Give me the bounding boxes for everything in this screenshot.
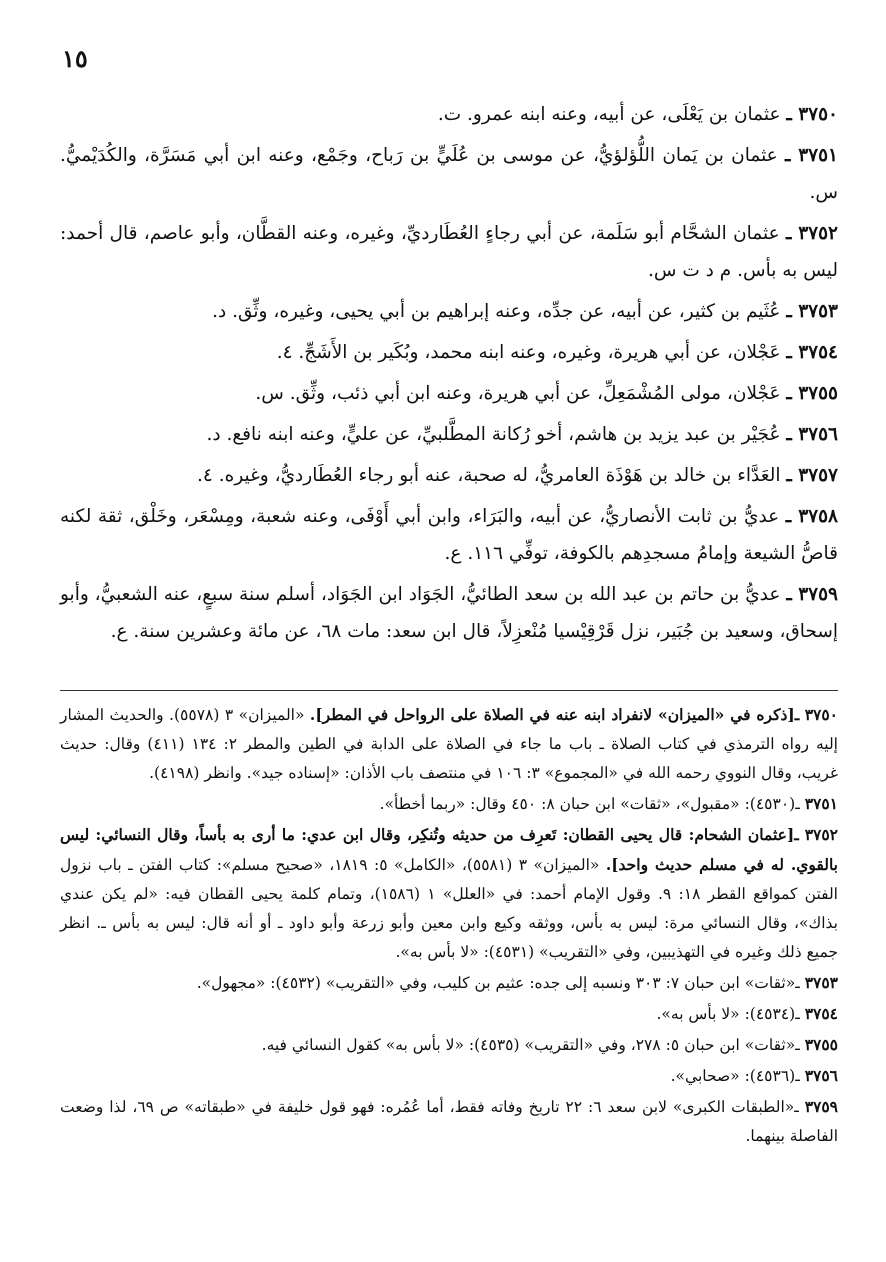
entry-text: عَجْلان، عن أبي هريرة، وغيره، وعنه ابنه محمد، وبُكَير بن الأَشَجِّ. ٤.: [276, 342, 781, 363]
note-number: ٣٧٥٠: [804, 705, 839, 724]
entry-number: ٣٧٥٤ ـ: [786, 342, 838, 363]
entry-text: عديُّ بن حاتم بن عبد الله بن سعد الطائيُّ، الجَوَاد ابن الجَوَاد، أسلم سنة سبعٍ، عنه الشعبيُّ، وأبو إسحاق، وسعيد بن جُبَير، نزل قَرْقِيْسيا مُنْعزِلاً، قال ابن سعد: مات ٦٨، عن مائة وعشرين سنة. ع.: [60, 584, 838, 642]
note-heading: ـ[ذكره في «الميزان» لانفراد ابنه عنه في الصلاة على الرواحل في المطر].: [309, 705, 800, 724]
entry-3754: [60, 334, 838, 371]
entry-text: عَجْلان، مولى المُشْمَعِلِّ، عن أبي هريرة، وعنه ابن أبي ذئب، وثِّق. س.: [255, 383, 781, 404]
note-number: ٣٧٥٦: [804, 1066, 838, 1085]
note-3759: [60, 1092, 838, 1151]
entry-text: عُجَيْر بن عبد يزيد بن هاشم، أخو رُكانة المطَّلبيِّ، عن عليٍّ، وعنه ابنه نافع. د.: [206, 424, 781, 445]
footnotes: [60, 700, 838, 1152]
entry-3753: [60, 293, 838, 330]
entry-3750: [60, 96, 838, 133]
entry-text: عديُّ بن ثابت الأنصاريُّ، عن أبيه، والبَرَاء، وابن أبي أَوْفَى، وعنه شعبة، ومِسْعَر، وخَلْق، ثقة لكنه قاصُّ الشيعة وإمامُ مسجدِهم بالكوفة، توفِّي ١١٦. ع.: [60, 506, 838, 564]
note-text: ـ«ثقات» ابن حبان ٥: ٢٧٨، وفي «التقريب» (٤٥٣٥): «لا بأس به» كقول النسائي فيه.: [261, 1036, 800, 1054]
note-text: ـ«الطبقات الكبرى» لابن سعد ٦: ٢٢ تاريخ وفاته فقط، أما عُمُره: فهو قول خليفة في «طبقاته» ص ٦٩، لذا وضعت الفاصلة بينهما.: [60, 1098, 838, 1145]
entry-3759: [60, 576, 838, 650]
note-number: ٣٧٥١: [804, 794, 838, 813]
footnote-divider: [60, 690, 838, 691]
note-text: ـ(٤٥٣٦): «صحابي».: [670, 1067, 800, 1085]
note-3752: [60, 820, 838, 967]
entry-3757: [60, 457, 838, 494]
note-3751: [60, 789, 838, 819]
note-3755: [60, 1030, 838, 1060]
entry-number: ٣٧٥٩ ـ: [786, 584, 838, 605]
entry-text: عثمان الشحَّام أبو سَلَمة، عن أبي رجاءٍ العُطَارديِّ، وغيره، وعنه القطَّان، وأبو عاصم، قال أحمد: ليس به بأس. م د ت س.: [60, 223, 838, 281]
page-number: ١٥: [62, 44, 88, 73]
note-number: ٣٧٥٩: [804, 1097, 839, 1116]
note-3750: [60, 700, 838, 788]
entry-text: عُثَيم بن كثير، عن أبيه، عن جدِّه، وعنه إبراهيم بن أبي يحيى، وغيره، وثِّق. د.: [212, 301, 781, 322]
note-text: ـ(٤٥٣٠): «مقبول»، «ثقات» ابن حبان ٨: ٤٥٠ وقال: «ربما أخطأ».: [379, 795, 800, 813]
note-number: ٣٧٥٣: [804, 973, 838, 992]
entry-number: ٣٧٥١ ـ: [784, 145, 838, 166]
note-text: ـ«ثقات» ابن حبان ٧: ٣٠٣ ونسبه إلى جده: عثيم بن كليب، وفي «التقريب» (٤٥٣٢): «مجهول».: [196, 974, 800, 992]
note-number: ٣٧٥٤: [804, 1004, 838, 1023]
entry-number: ٣٧٥٦ ـ: [786, 424, 838, 445]
entry-text: عثمان بن يَعْلَى، عن أبيه، وعنه ابنه عمرو. ت.: [437, 104, 781, 125]
entry-number: ٣٧٥٢ ـ: [785, 223, 838, 244]
note-3754: [60, 999, 838, 1029]
entry-3752: [60, 215, 838, 289]
entry-number: ٣٧٥٥ ـ: [786, 383, 838, 404]
note-number: ٣٧٥٥: [804, 1035, 838, 1054]
entry-number: ٣٧٥٨ ـ: [785, 506, 838, 527]
note-text: ـ(٤٥٣٤): «لا بأس به».: [656, 1005, 800, 1023]
note-3756: [60, 1061, 838, 1091]
entry-number: ٣٧٥٣ ـ: [786, 301, 838, 322]
entry-text: عثمان بن يَمان اللُّؤلؤيُّ، عن موسى بن عُلَيٍّ بن رَباح، وجَمْع، وعنه ابن أبي مَسَرَّة، والكُدَيْميُّ. س.: [60, 145, 838, 203]
main-entries: [60, 96, 838, 654]
note-text: «الميزان» ٣ (٥٥٨١)، «الكامل» ٥: ١٨١٩، «صحيح مسلم»: كتاب الفتن ـ باب نزول الفتن كمواقع القطر ١٨: ٩. وقول الإمام أحمد: في «العلل» ١ (١٥٨٦)، وتمام كلمة يحيى القطان فيه: «لم يكن عندي بذاك»، وقال النسائي مرة: ليس به بأس، ووثقه وكيع وابن معين وأبو زرعة وأبو داود ـ أو أنه قال: ليس به بأس ـ. انظر جميع ذلك وغيره في التهذيبين، وفي «التقريب» (٤٥٣١): «لا بأس به».: [60, 856, 838, 961]
note-number: ٣٧٥٢: [804, 825, 838, 844]
entry-text: العَدَّاء بن خالد بن هَوْذَة العامريُّ، له صحبة، عنه أبو رجاء العُطَارديُّ، وغيره. ٤.: [197, 465, 781, 486]
entry-3751: [60, 137, 838, 211]
entry-3756: [60, 416, 838, 453]
note-heading: ـ[عثمان الشحام: قال يحيى القطان: تَعرِف من حديثه وتُنكِر، وقال ابن عدي: ما أرى به بأساً، وقال النسائي: ليس بالقوي. له في مسلم حديث واحد].: [60, 825, 838, 874]
entry-3758: [60, 498, 838, 572]
note-text: «الميزان» ٣ (٥٥٧٨). والحديث المشار إليه رواه الترمذي في كتاب الصلاة ـ باب ما جاء في الصلاة على الدابة في الطين والمطر ٢: ١٣٤ (٤١١) وقال: حديث غريب، وقال النووي رحمه الله في «المجموع» ٣: ١٠٦ في منتصف باب الأذان: «إسناده جيد». وانظر (٤١٩٨).: [60, 706, 838, 782]
entry-3755: [60, 375, 838, 412]
entry-number: ٣٧٥٠ ـ: [786, 104, 838, 125]
note-3753: [60, 968, 838, 998]
entry-number: ٣٧٥٧ ـ: [786, 465, 838, 486]
